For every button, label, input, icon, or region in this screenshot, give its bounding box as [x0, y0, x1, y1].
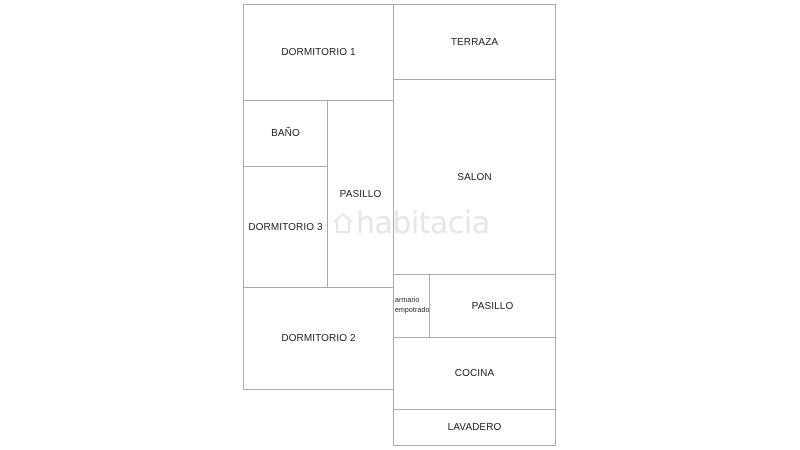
room-label: TERRAZA — [450, 36, 499, 48]
room-label: PASILLO — [339, 188, 382, 200]
room-salon — [393, 79, 556, 275]
room-bano — [243, 100, 328, 167]
room-dormitorio-3 — [243, 166, 328, 288]
room-lavadero — [393, 409, 556, 446]
room-cocina — [393, 337, 556, 410]
room-armario-empotrado — [393, 274, 430, 338]
room-label: PASILLO — [471, 300, 514, 312]
room-label: BAÑO — [271, 128, 300, 139]
room-label: armario empotrado — [395, 297, 430, 314]
room-dormitorio-2 — [243, 287, 394, 390]
room-label: DORMITORIO 2 — [281, 333, 356, 344]
watermark-text: habitacia — [356, 205, 490, 241]
room-label: SALON — [457, 171, 492, 183]
room-pasillo-left — [327, 100, 394, 288]
room-label: DORMITORIO 3 — [248, 221, 323, 233]
room-pasillo-right — [429, 274, 556, 338]
room-label: LAVADERO — [447, 422, 502, 433]
room-label: COCINA — [454, 368, 495, 379]
room-label: DORMITORIO 1 — [281, 47, 356, 58]
room-terraza — [393, 4, 556, 80]
room-dormitorio-1 — [243, 4, 394, 101]
